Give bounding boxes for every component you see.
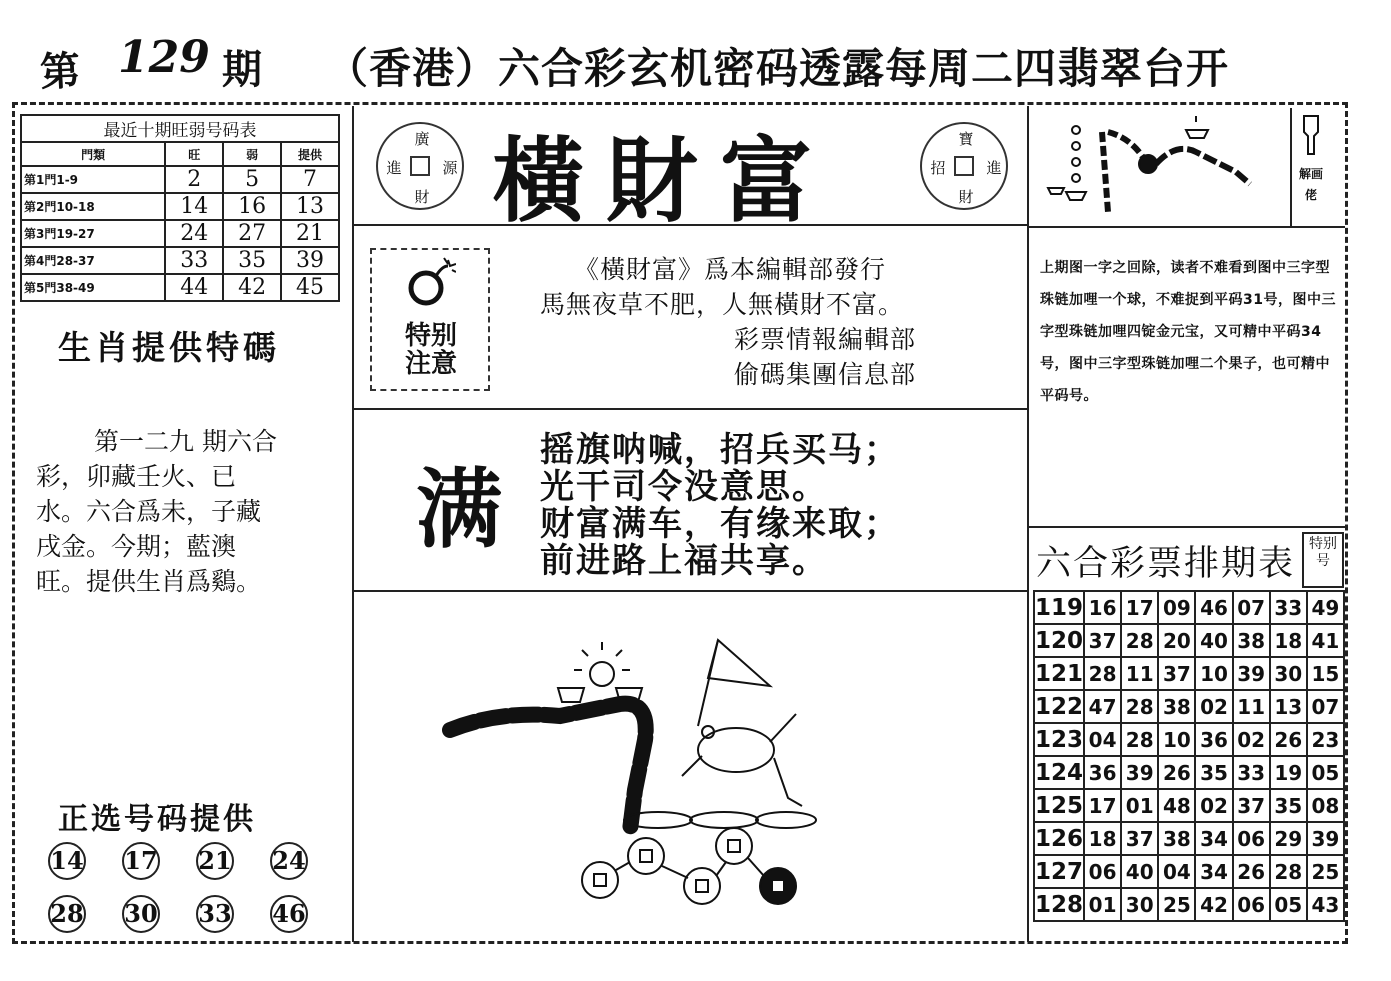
number-cell: 46 bbox=[1195, 591, 1232, 624]
special-cell: 25 bbox=[1307, 855, 1344, 888]
pick-ball: 17 bbox=[122, 842, 160, 880]
provided-number: 21 bbox=[281, 220, 339, 247]
period-cell: 126 bbox=[1034, 822, 1084, 855]
frog-icon bbox=[682, 714, 802, 806]
pick-ball: 28 bbox=[48, 895, 86, 933]
column-header: 提供 bbox=[281, 142, 339, 166]
table-row bbox=[21, 247, 339, 274]
number-cell: 35 bbox=[1270, 789, 1307, 822]
number-cell: 02 bbox=[1233, 723, 1270, 756]
number-cell: 06 bbox=[1233, 888, 1270, 921]
zodiac-line: 旺。提供生肖爲鷄。 bbox=[36, 567, 262, 596]
notice-label bbox=[380, 322, 482, 378]
pick-ball: 24 bbox=[270, 842, 308, 880]
special-cell: 08 bbox=[1307, 789, 1344, 822]
pick-ball: 14 bbox=[48, 842, 86, 880]
number-cell: 40 bbox=[1195, 624, 1232, 657]
special-cell: 15 bbox=[1307, 657, 1344, 690]
number-cell: 37 bbox=[1084, 624, 1121, 657]
sun-icon bbox=[574, 642, 630, 686]
picks-title: 正选号码提供 bbox=[58, 802, 256, 837]
table-row bbox=[1034, 855, 1344, 888]
intro-line: 《橫財富》爲本編輯部發行 bbox=[574, 255, 887, 284]
number-cell: 01 bbox=[1084, 888, 1121, 921]
divider-left bbox=[352, 106, 354, 942]
number-cell: 28 bbox=[1121, 690, 1158, 723]
zodiac-line: 水。六合爲未，子藏 bbox=[36, 497, 262, 526]
number-cell: 30 bbox=[1270, 657, 1307, 690]
zodiac-line: 戌金。今期；藍澳 bbox=[36, 532, 237, 561]
coin-char: 財 bbox=[414, 188, 430, 206]
issue-suffix: 期 bbox=[222, 46, 262, 93]
divider bbox=[1027, 226, 1345, 228]
table-row bbox=[21, 220, 339, 247]
special-cell: 49 bbox=[1307, 591, 1344, 624]
row-label: 第2門10-18 bbox=[21, 193, 165, 220]
coin-char: 寶 bbox=[958, 130, 974, 148]
poem-text bbox=[540, 432, 900, 580]
divider bbox=[352, 408, 1028, 410]
hot-number: 24 bbox=[165, 220, 223, 247]
table-row bbox=[1034, 756, 1344, 789]
table-row bbox=[1034, 789, 1344, 822]
provided-number: 39 bbox=[281, 247, 339, 274]
coin-icon bbox=[376, 122, 464, 210]
poem-line: 财富满车，有缘来取； bbox=[540, 504, 900, 544]
number-cell: 26 bbox=[1233, 855, 1270, 888]
intro-line: 偷碼集團信息部 bbox=[734, 360, 917, 389]
notice-label-line: 注意 bbox=[404, 349, 457, 379]
period-cell: 121 bbox=[1034, 657, 1084, 690]
table-row bbox=[1034, 690, 1344, 723]
number-cell: 28 bbox=[1270, 855, 1307, 888]
schedule-title: 六合彩票排期表 bbox=[1036, 544, 1296, 584]
number-cell: 25 bbox=[1158, 888, 1195, 921]
number-cell: 06 bbox=[1233, 822, 1270, 855]
number-cell: 20 bbox=[1158, 624, 1195, 657]
special-cell: 41 bbox=[1307, 624, 1344, 657]
period-cell: 127 bbox=[1034, 855, 1084, 888]
number-cell: 33 bbox=[1270, 591, 1307, 624]
number-cell: 02 bbox=[1195, 789, 1232, 822]
special-cell: 23 bbox=[1307, 723, 1344, 756]
table-row bbox=[1034, 591, 1344, 624]
zodiac-title: 生肖提供特碼 bbox=[58, 328, 280, 367]
number-cell: 34 bbox=[1195, 822, 1232, 855]
number-cell: 39 bbox=[1233, 657, 1270, 690]
number-cell: 36 bbox=[1084, 756, 1121, 789]
number-cell: 11 bbox=[1233, 690, 1270, 723]
hot-number: 44 bbox=[165, 274, 223, 301]
column-header: 弱 bbox=[223, 142, 281, 166]
period-cell: 120 bbox=[1034, 624, 1084, 657]
number-cell: 30 bbox=[1121, 888, 1158, 921]
number-cell: 17 bbox=[1084, 789, 1121, 822]
divider bbox=[1027, 526, 1345, 528]
period-cell: 128 bbox=[1034, 888, 1084, 921]
pick-ball: 21 bbox=[196, 842, 234, 880]
number-cell: 38 bbox=[1158, 822, 1195, 855]
special-number-label: 特别号 bbox=[1302, 532, 1344, 588]
flag-icon bbox=[698, 640, 770, 726]
number-cell: 39 bbox=[1121, 756, 1158, 789]
explain-text: 上期图一字之回除，读者不难看到图中三字型珠链加哩一个球，不难捉到平码31号，图中三字型珠链加哩四锭金元宝，又可精中平码34号，图中三字型珠链加哩二个果子，也可精中平码号。 bbox=[1040, 260, 1336, 404]
divider bbox=[1290, 108, 1292, 226]
number-cell: 04 bbox=[1158, 855, 1195, 888]
issue-number: 129 bbox=[118, 32, 210, 83]
number-cell: 18 bbox=[1270, 624, 1307, 657]
number-cell: 09 bbox=[1158, 591, 1195, 624]
number-cell: 10 bbox=[1195, 657, 1232, 690]
poem-line: 摇旗呐喊，招兵买马； bbox=[540, 430, 900, 470]
row-label: 第5門38-49 bbox=[21, 274, 165, 301]
number-cell: 11 bbox=[1121, 657, 1158, 690]
pick-ball: 46 bbox=[270, 895, 308, 933]
zodiac-text bbox=[36, 424, 322, 599]
bomb-icon bbox=[404, 256, 456, 308]
number-cell: 02 bbox=[1195, 690, 1232, 723]
intro-text bbox=[540, 252, 916, 392]
number-cell: 26 bbox=[1270, 723, 1307, 756]
explain-illustration bbox=[1036, 112, 1286, 222]
intro-line: 彩票情報編輯部 bbox=[734, 325, 917, 354]
number-cell: 38 bbox=[1158, 690, 1195, 723]
period-cell: 123 bbox=[1034, 723, 1084, 756]
coin-char: 進 bbox=[386, 159, 402, 177]
poem-big-char: 满 bbox=[416, 459, 502, 560]
column-header: 門類 bbox=[21, 142, 165, 166]
number-cell: 47 bbox=[1084, 690, 1121, 723]
column-header: 旺 bbox=[165, 142, 223, 166]
row-label: 第3門19-27 bbox=[21, 220, 165, 247]
hot-number: 2 bbox=[165, 166, 223, 193]
period-cell: 119 bbox=[1034, 591, 1084, 624]
cold-number: 16 bbox=[223, 193, 281, 220]
period-cell: 122 bbox=[1034, 690, 1084, 723]
number-cell: 16 bbox=[1084, 591, 1121, 624]
number-cell: 40 bbox=[1121, 855, 1158, 888]
number-cell: 28 bbox=[1084, 657, 1121, 690]
draw-schedule-table bbox=[1033, 590, 1345, 922]
zodiac-line: 第一二九 期六合 bbox=[94, 427, 277, 456]
coin-char: 進 bbox=[986, 159, 1002, 177]
provided-number: 45 bbox=[281, 274, 339, 301]
coin-char: 源 bbox=[442, 159, 458, 177]
special-cell: 39 bbox=[1307, 822, 1344, 855]
cold-number: 42 bbox=[223, 274, 281, 301]
coin-char: 廣 bbox=[414, 130, 430, 148]
explain-label: 解画佬 bbox=[1298, 167, 1323, 202]
number-cell: 37 bbox=[1233, 789, 1270, 822]
number-cell: 06 bbox=[1084, 855, 1121, 888]
table-row bbox=[1034, 723, 1344, 756]
coin-chain bbox=[582, 828, 796, 904]
table-row bbox=[21, 166, 339, 193]
number-cell: 19 bbox=[1270, 756, 1307, 789]
number-cell: 17 bbox=[1121, 591, 1158, 624]
table-row bbox=[21, 193, 339, 220]
zodiac-line: 彩，卯藏壬火、已 bbox=[36, 462, 237, 491]
divider bbox=[352, 590, 1028, 592]
hot-cold-table bbox=[20, 114, 340, 302]
period-cell: 124 bbox=[1034, 756, 1084, 789]
table-row bbox=[1034, 657, 1344, 690]
number-cell: 37 bbox=[1158, 657, 1195, 690]
number-cell: 05 bbox=[1270, 888, 1307, 921]
pointing-hand-icon bbox=[1298, 114, 1324, 158]
number-cell: 07 bbox=[1233, 591, 1270, 624]
hot-number: 33 bbox=[165, 247, 223, 274]
divider-right bbox=[1027, 106, 1029, 942]
number-cell: 36 bbox=[1195, 723, 1232, 756]
number-cell: 28 bbox=[1121, 624, 1158, 657]
number-cell: 48 bbox=[1158, 789, 1195, 822]
number-cell: 38 bbox=[1233, 624, 1270, 657]
poem-line: 光干司令没意思。 bbox=[540, 467, 828, 507]
poem-line: 前进路上福共享。 bbox=[540, 541, 828, 581]
pick-ball: 33 bbox=[196, 895, 234, 933]
number-cell: 26 bbox=[1158, 756, 1195, 789]
notice-label-line: 特别 bbox=[404, 321, 457, 351]
number-cell: 10 bbox=[1158, 723, 1195, 756]
number-cell: 28 bbox=[1121, 723, 1158, 756]
period-cell: 125 bbox=[1034, 789, 1084, 822]
intro-line: 馬無夜草不肥，人無橫財不富。 bbox=[540, 290, 905, 319]
table-row bbox=[1034, 888, 1344, 921]
stone-row bbox=[624, 812, 816, 828]
coin-icon bbox=[920, 122, 1008, 210]
coin-char: 招 bbox=[930, 159, 946, 177]
cold-number: 35 bbox=[223, 247, 281, 274]
special-cell: 07 bbox=[1307, 690, 1344, 723]
cold-number: 27 bbox=[223, 220, 281, 247]
number-cell: 01 bbox=[1121, 789, 1158, 822]
number-cell: 33 bbox=[1233, 756, 1270, 789]
row-label: 第1門1-9 bbox=[21, 166, 165, 193]
number-cell: 35 bbox=[1195, 756, 1232, 789]
number-cell: 42 bbox=[1195, 888, 1232, 921]
provided-number: 13 bbox=[281, 193, 339, 220]
provided-number: 7 bbox=[281, 166, 339, 193]
row-label: 第4門28-37 bbox=[21, 247, 165, 274]
hot-number: 14 bbox=[165, 193, 223, 220]
page-title: （香港）六合彩玄机密码透露每周二四翡翠台开 bbox=[326, 44, 1230, 93]
issue-prefix: 第 bbox=[38, 46, 84, 97]
cold-number: 5 bbox=[223, 166, 281, 193]
number-cell: 29 bbox=[1270, 822, 1307, 855]
coin-char: 財 bbox=[958, 188, 974, 206]
special-cell: 43 bbox=[1307, 888, 1344, 921]
table-caption: 最近十期旺弱号码表 bbox=[21, 115, 339, 142]
table-row bbox=[1034, 624, 1344, 657]
number-cell: 37 bbox=[1121, 822, 1158, 855]
number-cell: 34 bbox=[1195, 855, 1232, 888]
table-row bbox=[21, 274, 339, 301]
pick-ball: 30 bbox=[122, 895, 160, 933]
table-row bbox=[1034, 822, 1344, 855]
number-cell: 04 bbox=[1084, 723, 1121, 756]
number-cell: 13 bbox=[1270, 690, 1307, 723]
riddle-illustration bbox=[440, 630, 830, 920]
number-cell: 18 bbox=[1084, 822, 1121, 855]
masthead-title: 橫財富 bbox=[492, 127, 835, 235]
special-cell: 05 bbox=[1307, 756, 1344, 789]
